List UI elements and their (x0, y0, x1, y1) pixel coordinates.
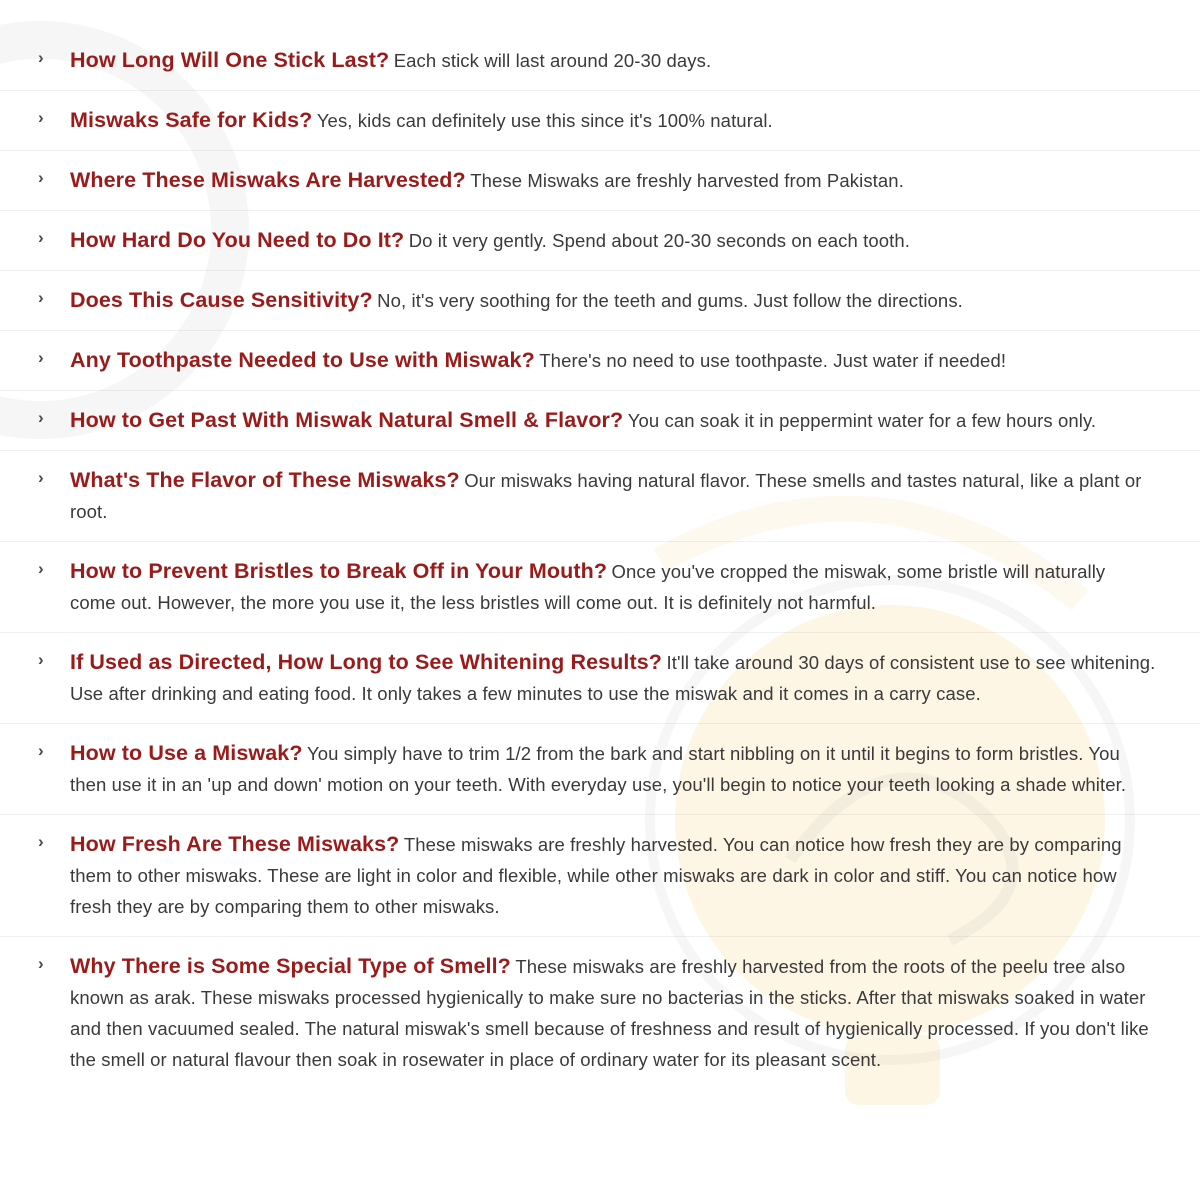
faq-question: Miswaks Safe for Kids? (70, 108, 313, 132)
faq-answer: It'll take around 30 days of consistent use to see whitening. Use after drinking and eating food. It only takes a few minutes to use the miswak and it comes in a carry case. (70, 652, 1156, 704)
faq-item-prevent-bristles (0, 557, 1200, 633)
faq-question: How to Get Past With Miswak Natural Smell & Flavor? (70, 408, 624, 432)
chevron-bullet-icon: › (38, 48, 44, 67)
faq-item-special-smell (0, 952, 1200, 1089)
faq-answer: Once you've cropped the miswak, some bristle will naturally come out. However, the more you use it, the less bristles will come out. It is definitely not harmful. (70, 561, 1106, 613)
faq-item-whitening-results (0, 648, 1200, 724)
faq-item-how-to-use (0, 739, 1200, 815)
faq-text (70, 406, 1156, 437)
faq-question: Why There is Some Special Type of Smell? (70, 954, 511, 978)
faq-item-toothpaste-needed (0, 346, 1200, 391)
faq-item-safe-for-kids (0, 106, 1200, 151)
faq-question: How Long Will One Stick Last? (70, 48, 390, 72)
faq-text (70, 557, 1156, 619)
faq-answer: Each stick will last around 20-30 days. (393, 50, 712, 71)
faq-question: Any Toothpaste Needed to Use with Miswak? (70, 348, 535, 372)
faq-question: How Hard Do You Need to Do It? (70, 228, 405, 252)
faq-question: How Fresh Are These Miswaks? (70, 832, 400, 856)
faq-answer: You can soak it in peppermint water for a few hours only. (627, 410, 1097, 431)
faq-text (70, 286, 1156, 317)
faq-item-smell-flavor (0, 406, 1200, 451)
chevron-bullet-icon: › (38, 468, 44, 487)
faq-item-sensitivity (0, 286, 1200, 331)
faq-question: If Used as Directed, How Long to See Whitening Results? (70, 650, 663, 674)
chevron-bullet-icon: › (38, 348, 44, 367)
faq-answer: You simply have to trim 1/2 from the bark and start nibbling on it until it begins to form bristles. You then use it in an 'up and down' motion on your teeth. With everyday use, you'll begin to notice your teeth looking a shade whiter. (70, 743, 1127, 795)
faq-item-stick-last (0, 46, 1200, 91)
faq-text (70, 952, 1156, 1076)
chevron-bullet-icon: › (38, 408, 44, 427)
chevron-bullet-icon: › (38, 108, 44, 127)
faq-item-how-hard (0, 226, 1200, 271)
faq-answer: Yes, kids can definitely use this since it's 100% natural. (316, 110, 773, 131)
faq-text (70, 226, 1156, 257)
faq-question: How to Prevent Bristles to Break Off in Your Mouth? (70, 559, 608, 583)
faq-text (70, 346, 1156, 377)
faq-answer: These Miswaks are freshly harvested from Pakistan. (470, 170, 904, 191)
faq-text (70, 106, 1156, 137)
faq-text (70, 466, 1156, 528)
faq-answer: There's no need to use toothpaste. Just water if needed! (539, 350, 1007, 371)
faq-item-where-harvested (0, 166, 1200, 211)
chevron-bullet-icon: › (38, 288, 44, 307)
chevron-bullet-icon: › (38, 741, 44, 760)
faq-text (70, 830, 1156, 923)
faq-answer: Our miswaks having natural flavor. These smells and tastes natural, like a plant or root. (70, 470, 1142, 522)
faq-answer: No, it's very soothing for the teeth and gums. Just follow the directions. (377, 290, 963, 311)
faq-question: What's The Flavor of These Miswaks? (70, 468, 460, 492)
faq-question: Where These Miswaks Are Harvested? (70, 168, 466, 192)
faq-text (70, 739, 1156, 801)
faq-question: How to Use a Miswak? (70, 741, 303, 765)
chevron-bullet-icon: › (38, 954, 44, 973)
faq-item-how-fresh (0, 830, 1200, 937)
faq-question: Does This Cause Sensitivity? (70, 288, 373, 312)
chevron-bullet-icon: › (38, 832, 44, 851)
faq-answer: Do it very gently. Spend about 20-30 seconds on each tooth. (408, 230, 910, 251)
faq-answer: These miswaks are freshly harvested. You can notice how fresh they are by comparing them to other miswaks. These are light in color and flexible, while other miswaks are dark in color and stiff. You can notice how fresh they are by comparing them to other miswaks. (70, 834, 1122, 917)
faq-text (70, 46, 1156, 77)
chevron-bullet-icon: › (38, 650, 44, 669)
faq-item-flavor (0, 466, 1200, 542)
chevron-bullet-icon: › (38, 168, 44, 187)
faq-text (70, 648, 1156, 710)
chevron-bullet-icon: › (38, 228, 44, 247)
faq-text (70, 166, 1156, 197)
faq-answer: These miswaks are freshly harvested from the roots of the peelu tree also known as arak. These miswaks processed hygienically to make sure no bacterias in the sticks. After that miswaks soaked in water and then vacuumed sealed. The natural miswak's smell because of freshness and result of hygienically processed. If you don't like the smell or natural flavour then soak in rosewater in place of ordinary water for its pleasant scent. (70, 956, 1149, 1070)
chevron-bullet-icon: › (38, 559, 44, 578)
